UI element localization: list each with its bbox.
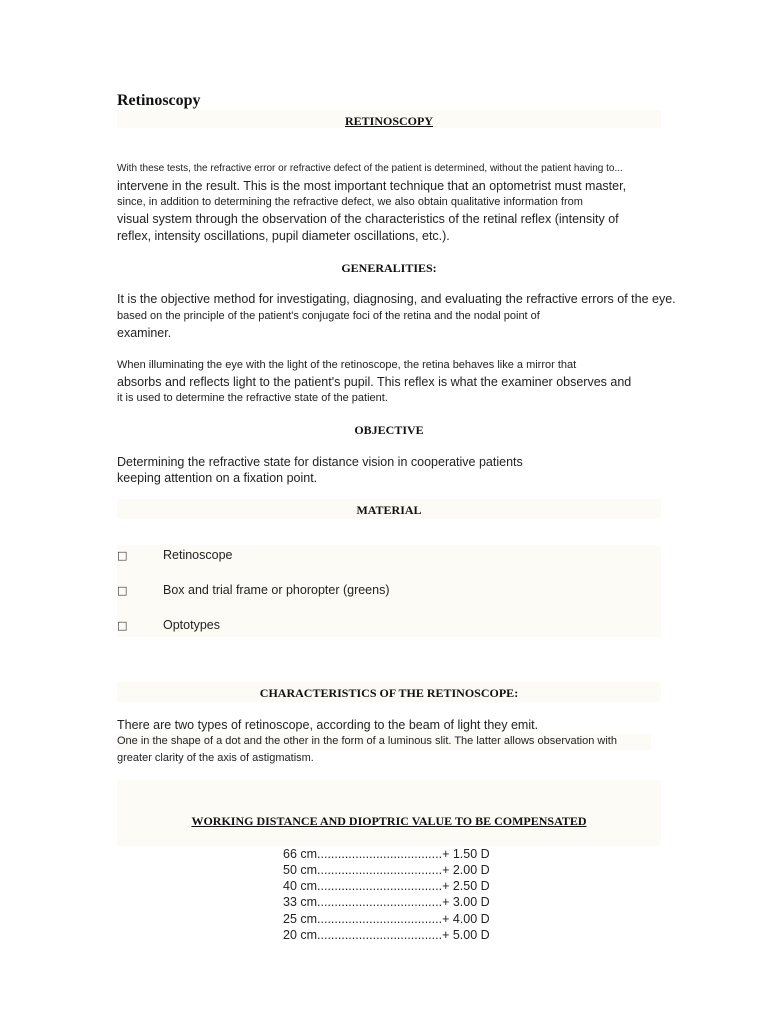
- retinoscopy-heading: RETINOSCOPY: [344, 114, 433, 128]
- retinoscopy-line-4: visual system through the observation of the characteristics of the retinal reflex (intensity of: [117, 212, 619, 226]
- distance-row-1: 66 cm....................................+ 1.50 D: [283, 847, 490, 861]
- distance-row-4: 33 cm....................................+ 3.00 D: [283, 895, 490, 909]
- characteristics-heading: CHARACTERISTICS OF THE RETINOSCOPE:: [259, 686, 519, 700]
- generalities-para2-line-3: it is used to determine the refractive state of the patient.: [117, 392, 388, 404]
- material-heading: MATERIAL: [356, 503, 422, 517]
- material-item-2: Box and trial frame or phoropter (greens): [163, 583, 390, 597]
- generalities-para2-line-2: absorbs and reflects light to the patient's pupil. This reflex is what the examiner observes and: [117, 375, 632, 389]
- document-title: Retinoscopy: [117, 92, 201, 109]
- retinoscopy-line-1: With these tests, the refractive error or refractive defect of the patient is determined, without the patient having to...: [117, 163, 623, 174]
- working-distance-band: [117, 780, 661, 846]
- working-distance-heading: WORKING DISTANCE AND DIOPTRIC VALUE TO BE COMPENSATED: [191, 814, 587, 828]
- objective-heading: OBJECTIVE: [354, 423, 424, 437]
- material-bullet-2: □: [117, 584, 128, 597]
- distance-row-3: 40 cm....................................+ 2.50 D: [283, 879, 490, 893]
- characteristics-line-2: One in the shape of a dot and the other in the form of a luminous slit. The latter allows observation with: [117, 735, 617, 747]
- generalities-para2-line-1: When illuminating the eye with the light of the retinoscope, the retina behaves like a mirror that: [117, 359, 577, 371]
- retinoscopy-line-3: since, in addition to determining the refractive defect, we also obtain qualitative information from: [117, 196, 583, 208]
- distance-row-2: 50 cm....................................+ 2.00 D: [283, 863, 490, 877]
- generalities-para1-line-2: based on the principle of the patient's conjugate foci of the retina and the nodal point of: [117, 310, 540, 322]
- generalities-heading: GENERALITIES:: [341, 261, 437, 275]
- characteristics-line-3: greater clarity of the axis of astigmatism.: [117, 752, 314, 764]
- distance-row-6: 20 cm....................................+ 5.00 D: [283, 928, 490, 942]
- material-item-3: Optotypes: [163, 618, 220, 632]
- material-bullet-3: □: [117, 619, 128, 632]
- generalities-para1-line-3: examiner.: [117, 326, 172, 340]
- retinoscopy-line-5: reflex, intensity oscillations, pupil diameter oscillations, etc.).: [117, 229, 450, 243]
- objective-line-2: keeping attention on a fixation point.: [117, 471, 318, 485]
- distance-row-5: 25 cm....................................+ 4.00 D: [283, 912, 490, 926]
- material-bullet-1: □: [117, 549, 128, 562]
- characteristics-line-1: There are two types of retinoscope, according to the beam of light they emit.: [117, 718, 539, 732]
- material-item-1: Retinoscope: [163, 548, 233, 562]
- generalities-para1-line-1: It is the objective method for investigating, diagnosing, and evaluating the refractive errors of the eye.: [117, 292, 676, 306]
- retinoscopy-line-2: intervene in the result. This is the most important technique that an optometrist must master,: [117, 179, 627, 193]
- objective-line-1: Determining the refractive state for distance vision in cooperative patients: [117, 455, 523, 469]
